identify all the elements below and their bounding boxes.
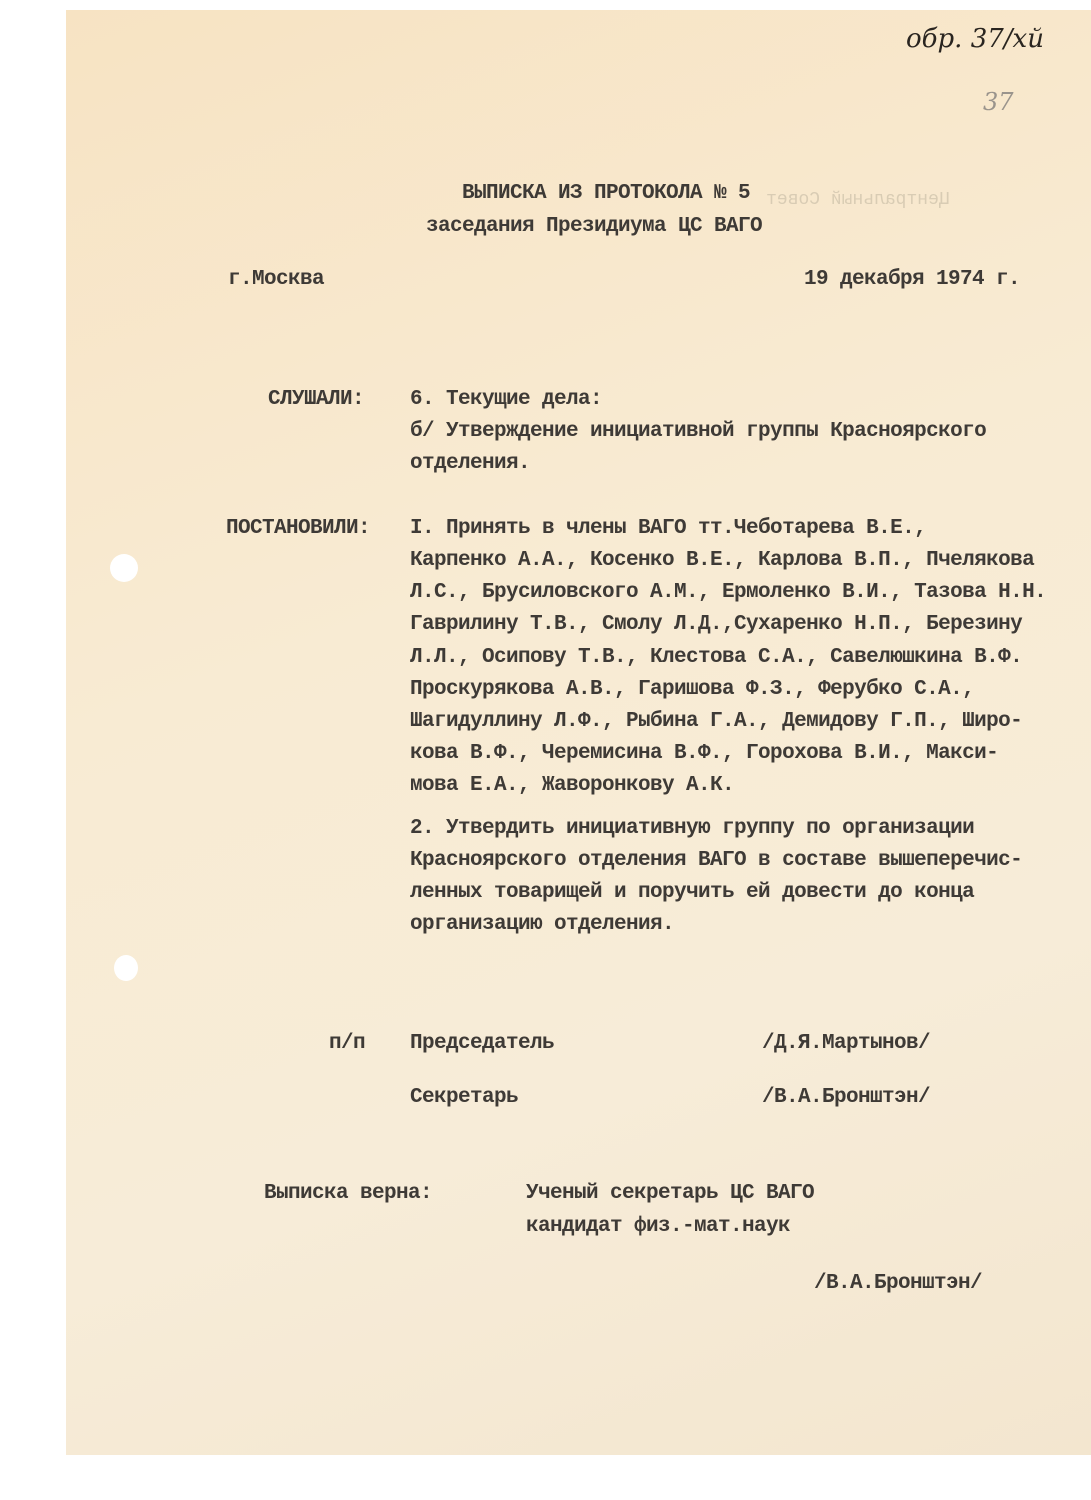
resolution-line: ленных товарищей и поручить ей довести до конца bbox=[410, 881, 975, 904]
resolution-line: Л.С., Брусиловского А.М., Ермоленко В.И., Тазова Н.Н. bbox=[410, 581, 1047, 604]
bleed-through: Центральный Совет bbox=[766, 190, 950, 210]
resolution-line: Проскурякова А.В., Гаришова Ф.З., Ферубко С.А., bbox=[410, 678, 975, 701]
resolution-line: организацию отделения. bbox=[410, 913, 675, 936]
secretary-label: Секретарь bbox=[410, 1086, 519, 1109]
resolved-label: ПОСТАНОВИЛИ: bbox=[226, 517, 371, 540]
archive-mark: обр. 37/хй bbox=[906, 24, 1044, 54]
certifier-degree: кандидат физ.-мат.наук bbox=[526, 1215, 791, 1238]
title-line-1: ВЫПИСКА ИЗ ПРОТОКОЛА № 5 bbox=[462, 182, 751, 205]
certifier-title: Ученый секретарь ЦС ВАГО bbox=[526, 1182, 815, 1205]
punch-hole bbox=[114, 955, 138, 981]
date: 19 декабря 1974 г. bbox=[804, 268, 1021, 291]
punch-hole bbox=[110, 554, 138, 582]
resolution-line: Л.Л., Осипову Т.В., Клестова С.А., Савелюшкина В.Ф. bbox=[410, 646, 1023, 669]
certified-label: Выписка верна: bbox=[264, 1182, 433, 1205]
chairman-label: Председатель bbox=[410, 1032, 555, 1055]
city: г.Москва bbox=[228, 268, 325, 291]
resolution-line: 2. Утвердить инициативную группу по организации bbox=[410, 817, 975, 840]
resolution-line: I. Принять в члены ВАГО тт.Чеботарева В.Е., bbox=[410, 517, 927, 540]
resolution-line: Карпенко А.А., Косенко В.Е., Карлова В.П., Пчелякова bbox=[410, 549, 1035, 572]
document-page bbox=[66, 10, 1091, 1455]
resolution-line: мова Е.А., Жаворонкову А.К. bbox=[410, 774, 735, 797]
heard-line: 6. Текущие дела: bbox=[410, 388, 603, 411]
heard-line: б/ Утверждение инициативной группы Красноярского bbox=[410, 420, 987, 443]
resolution-line: Красноярского отделения ВАГО в составе вышеперечис- bbox=[410, 849, 1023, 872]
page-number: 37 bbox=[983, 88, 1014, 116]
secretary-name: /В.А.Бронштэн/ bbox=[762, 1086, 931, 1109]
heard-line: отделения. bbox=[410, 452, 531, 475]
certifier-name: /В.А.Бронштэн/ bbox=[814, 1272, 983, 1295]
resolution-line: Гаврилину Т.В., Смолу Л.Д.,Сухаренко Н.П., Березину bbox=[410, 613, 1023, 636]
chairman-name: /Д.Я.Мартынов/ bbox=[762, 1032, 931, 1055]
signed-mark: п/п bbox=[329, 1032, 366, 1055]
resolution-line: Шагидуллину Л.Ф., Рыбина Г.А., Демидову Г.П., Широ- bbox=[410, 710, 1023, 733]
heard-label: СЛУШАЛИ: bbox=[268, 388, 365, 411]
title-line-2: заседания Президиума ЦС ВАГО bbox=[426, 215, 763, 238]
resolution-line: кова В.Ф., Черемисина В.Ф., Горохова В.И., Макси- bbox=[410, 742, 999, 765]
